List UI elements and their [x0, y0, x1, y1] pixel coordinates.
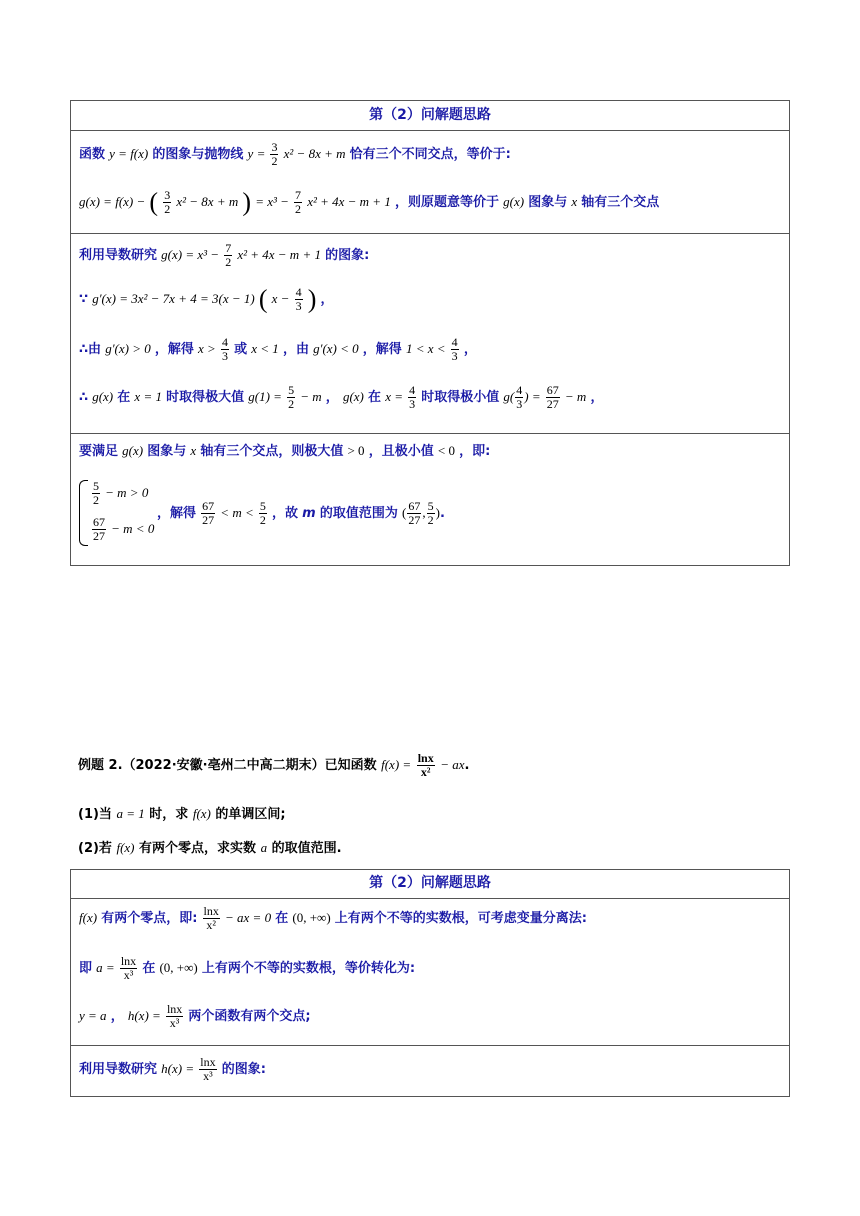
den: x³: [203, 1069, 213, 1083]
den: x³: [123, 968, 134, 982]
math: − ax = 0: [225, 910, 272, 925]
derivative-section: [71, 234, 789, 434]
den: 27: [202, 513, 215, 527]
math: x² + 4x − m + 1: [307, 194, 391, 209]
text: 或: [234, 342, 248, 357]
math: g(x) = f(x) −: [79, 194, 146, 209]
text: 轴有三个交点: [581, 195, 660, 210]
text: 的图象:: [325, 248, 370, 263]
problem-title: [78, 752, 470, 779]
math: g′(x) < 0: [313, 341, 359, 356]
conclusion-section: [71, 434, 789, 567]
math: x =: [385, 389, 403, 404]
derivative-line-4: [79, 384, 783, 411]
math: (0, +∞): [292, 910, 331, 925]
den: 2: [93, 493, 99, 507]
text: 恰有三个不同交点，等价于:: [349, 147, 511, 162]
therefore-symbol: ∴: [79, 390, 89, 405]
num: 5: [93, 479, 99, 493]
solution-box-part2-example1: [70, 100, 790, 566]
text: 即: [79, 961, 93, 976]
text: 图象与: [147, 444, 187, 459]
num: lnx: [120, 954, 137, 968]
den: 3: [221, 349, 228, 363]
text: ，: [325, 390, 339, 405]
text: 轴有三个交点，则极大值: [200, 444, 344, 459]
box-header-text: 第（2）问解题思路: [369, 107, 491, 123]
text: 利用导数研究: [79, 1062, 158, 1077]
fraction: [294, 189, 302, 216]
text: 在: [142, 961, 156, 976]
num: 7: [295, 188, 302, 202]
num: lnx: [203, 904, 219, 918]
math: x >: [198, 341, 216, 356]
question-1: [78, 803, 286, 822]
math: g(x): [122, 443, 144, 458]
fraction: [163, 189, 171, 216]
math: x: [571, 194, 578, 209]
math: x = 1: [134, 389, 162, 404]
num: 67: [93, 515, 105, 529]
math: < m <: [220, 505, 254, 520]
math: − m < 0: [111, 521, 155, 536]
fraction: [427, 500, 435, 527]
text: ，: [320, 292, 334, 307]
text: ，且极小值: [368, 444, 434, 459]
num: lnx: [166, 1002, 183, 1016]
transform-line-3: [79, 1003, 783, 1030]
num: 5: [288, 383, 295, 397]
den: 27: [93, 529, 105, 543]
den: 2: [295, 202, 302, 216]
fraction: [546, 384, 560, 411]
math: < 0: [437, 443, 455, 458]
conclusion-line-1: [79, 440, 783, 459]
system-brace: [79, 480, 88, 546]
num: 5: [259, 499, 266, 513]
math: x < 1: [251, 341, 279, 356]
text: 两个函数有两个交点;: [188, 1009, 311, 1024]
math: y = a: [79, 1008, 107, 1023]
fraction: [451, 336, 459, 363]
text: ，解得: [157, 506, 197, 521]
num: 4: [516, 383, 523, 397]
math: > 0: [347, 443, 365, 458]
math: a =: [96, 960, 115, 975]
math: f(x) =: [381, 757, 412, 772]
text: 在: [275, 911, 289, 926]
text: ，解得: [154, 342, 194, 357]
fraction: [120, 955, 137, 982]
math: y =: [247, 146, 266, 161]
den: 2: [225, 255, 232, 269]
math: − m > 0: [105, 485, 149, 500]
den: 2: [427, 513, 434, 527]
text: ，: [590, 390, 604, 405]
fraction: [199, 1056, 216, 1083]
fraction: [270, 141, 278, 168]
fraction: [221, 336, 229, 363]
fraction: [224, 242, 232, 269]
fraction: [92, 480, 100, 507]
fraction: [166, 1003, 183, 1030]
math: y = f(x): [109, 146, 149, 161]
text: 的单调区间;: [215, 807, 286, 822]
box-header-text: 第（2）问解题思路: [369, 875, 491, 891]
math: (0, +∞): [159, 960, 198, 975]
math: g′(x) > 0: [105, 341, 151, 356]
derivative-study-line: [79, 1056, 783, 1083]
den: x²: [420, 765, 431, 779]
fraction: [295, 286, 303, 313]
den: 2: [259, 513, 266, 527]
text: 图象与: [528, 195, 568, 210]
text: 上有两个不等的实数根，可考虑变量分离法:: [334, 911, 587, 926]
right-paren: ): [307, 284, 317, 314]
den: 3: [516, 397, 523, 411]
math: x² − 8x + m: [176, 194, 239, 209]
den: x³: [169, 1016, 180, 1030]
den: 3: [409, 397, 416, 411]
solution-line: [157, 500, 783, 527]
num: 4: [409, 383, 416, 397]
text: 时，求: [149, 807, 189, 822]
num: 67: [202, 499, 215, 513]
math: x² − 8x + m: [283, 146, 346, 161]
num: 3: [164, 188, 171, 202]
fraction: [203, 905, 220, 932]
den: 3: [295, 299, 302, 313]
fraction: [287, 384, 295, 411]
math: a = 1: [116, 806, 145, 821]
math: f(x): [192, 806, 211, 821]
math: x −: [271, 291, 290, 306]
text: 有两个零点，求实数: [139, 841, 257, 856]
fraction: [408, 384, 416, 411]
fraction: [201, 500, 215, 527]
text: 的取值范围为: [319, 506, 398, 521]
text: 有两个零点，即:: [101, 911, 198, 926]
text: ，: [110, 1009, 124, 1024]
text: 例题 2.（2022·安徽·亳州二中高二期末）已知函数: [78, 758, 377, 773]
derivative-line-2: [79, 286, 783, 313]
math: h(x) =: [127, 1008, 161, 1023]
fraction: [515, 384, 523, 411]
because-symbol: ∵: [79, 292, 89, 307]
den: 2: [164, 202, 171, 216]
num: 67: [546, 383, 559, 397]
math: ) =: [524, 389, 541, 404]
num: 67: [408, 499, 421, 513]
text: ，故: [272, 506, 299, 521]
text: 在: [368, 390, 382, 405]
text: 利用导数研究: [79, 248, 158, 263]
text: 在: [117, 390, 131, 405]
right-paren: ): [242, 187, 252, 217]
equivalence-line-1: [79, 141, 783, 168]
math: 1 < x <: [405, 341, 446, 356]
text: 要满足: [79, 444, 119, 459]
math: − ax: [440, 757, 465, 772]
text: 的图象:: [221, 1062, 266, 1077]
math: h(x) =: [161, 1061, 195, 1076]
variable-m: m: [302, 506, 316, 521]
num: 4: [295, 285, 302, 299]
equivalence-line-2: [79, 189, 783, 216]
num: 4: [451, 335, 458, 349]
equivalence-section: [71, 131, 789, 234]
math: g(x): [92, 389, 114, 404]
fraction: [417, 752, 435, 779]
num: lnx: [200, 1055, 216, 1069]
transform-line-2: [79, 955, 783, 982]
math: a: [260, 840, 268, 855]
text: 时取得极大值: [166, 390, 245, 405]
math: f(x): [116, 840, 135, 855]
num: 7: [225, 241, 232, 255]
text: 函数: [79, 147, 106, 162]
left-paren: (: [149, 187, 159, 217]
question-2: [78, 837, 342, 856]
math: g′(x) = 3x² − 7x + 4 = 3(x − 1): [92, 291, 255, 306]
fraction: [92, 516, 106, 543]
box-header: [71, 101, 789, 131]
den: x²: [206, 918, 216, 932]
text: ∴由: [79, 342, 102, 357]
math: f(x): [79, 910, 98, 925]
text: 时取得极小值: [421, 390, 500, 405]
derivative-line-3: [79, 336, 783, 363]
math: g(: [503, 389, 515, 404]
transform-line-1: [79, 905, 783, 932]
math: g(1) =: [248, 389, 282, 404]
math: = x³ −: [255, 194, 289, 209]
num: 5: [427, 499, 434, 513]
math: ,: [422, 505, 426, 520]
math: − m: [564, 389, 587, 404]
math: g(x): [503, 194, 525, 209]
text: ，解得: [362, 342, 402, 357]
text: ，: [463, 342, 477, 357]
math: (: [402, 505, 407, 520]
fraction: [259, 500, 267, 527]
text: ，即:: [459, 444, 491, 459]
num: 3: [271, 140, 278, 154]
text: (2)若: [78, 841, 112, 856]
derivative-line-1: [79, 242, 783, 269]
derivative-study-section: [71, 1046, 789, 1098]
text: .: [464, 758, 470, 773]
text: 的图象与抛物线: [152, 147, 244, 162]
text: .: [439, 506, 445, 521]
math: x² + 4x − m + 1: [237, 247, 321, 262]
left-paren: (: [258, 284, 268, 314]
den: 3: [451, 349, 458, 363]
transform-section: [71, 899, 789, 1046]
den: 2: [271, 154, 278, 168]
text: ，则原题意等价于: [394, 195, 499, 210]
box-header: [71, 870, 789, 899]
math: − m: [300, 389, 322, 404]
math: ): [435, 505, 440, 520]
num: 4: [221, 335, 228, 349]
num: lnx: [417, 751, 434, 765]
text: 的取值范围.: [271, 841, 342, 856]
den: 27: [408, 513, 421, 527]
text: 上有两个不等的实数根，等价转化为:: [201, 961, 416, 976]
math: x: [190, 443, 197, 458]
math: g(x) = x³ −: [161, 247, 220, 262]
den: 27: [546, 397, 559, 411]
math: g(x): [342, 389, 364, 404]
den: 2: [288, 397, 295, 411]
text: ，由: [282, 342, 309, 357]
fraction: [407, 500, 421, 527]
text: (1)当: [78, 807, 112, 822]
solution-box-part2-example2: [70, 869, 790, 1097]
